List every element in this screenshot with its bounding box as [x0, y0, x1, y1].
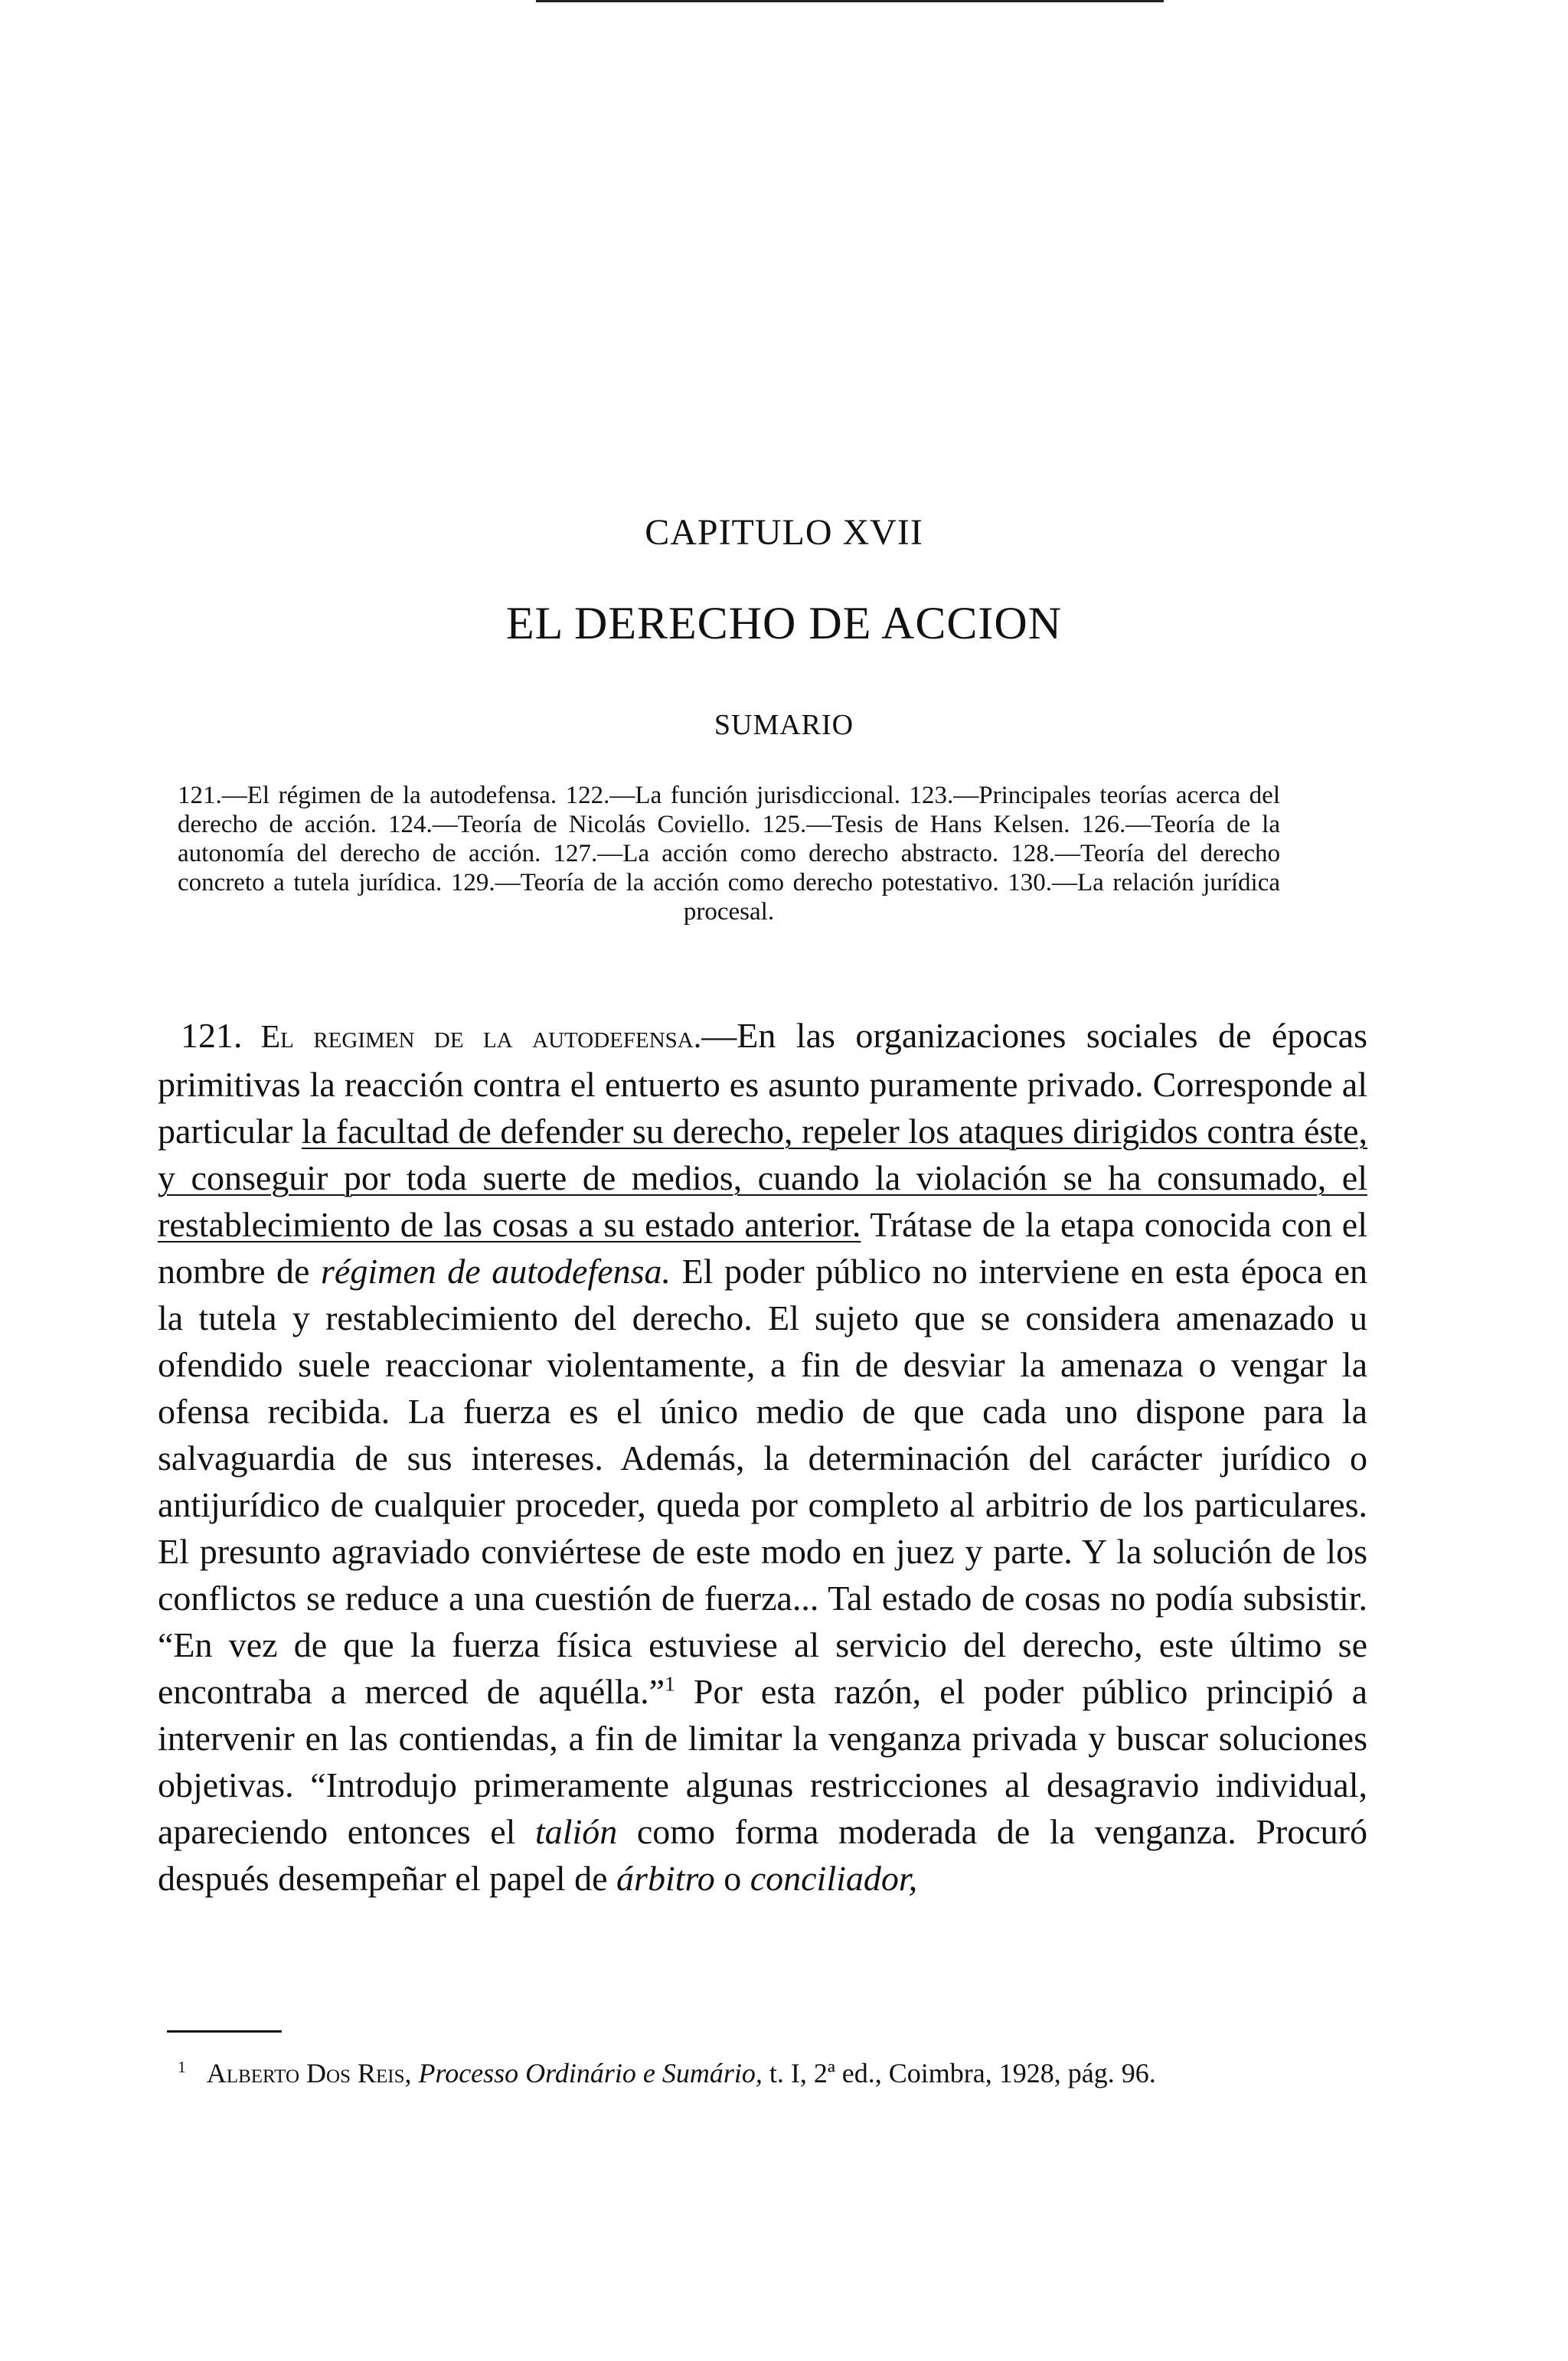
- paragraph-text-4: Por esta razón, el poder público principió a intervenir en las contiendas, a fin de limitar la venganza privada y buscar soluciones objetivas. “Introdujo primeramente algunas restricciones al desagravio individual, apareciendo entonces el: [158, 1672, 1367, 1851]
- footnote-reference: 1: [665, 1671, 675, 1696]
- paragraph-text-5: como forma moderada de la venganza. Procuró después desempeñar el papel de: [158, 1812, 1367, 1898]
- footnote-work-title: Processo Ordinário e Sumário,: [418, 2058, 763, 2088]
- section-121-paragraph: [158, 1012, 1367, 1902]
- underlined-passage: la facultad de defender su derecho, repeler los ataques dirigidos contra éste, y conseguir por toda suerte de medios, cuando la violación se ha consumado, el restablecimiento de las cosas a su estado anterior.: [158, 1112, 1367, 1244]
- summary-text: 121.—El régimen de la autodefensa. 122.—La función jurisdiccional. 123.—Principales teorías acerca del derecho de acción. 124.—Teoría de Nicolás Coviello. 125.—Tesis de Hans Kelsen. 126.—Teoría de la autonomía del derecho de acción. 127.—La acción como derecho abstracto. 128.—Teoría del derecho concreto a tutela jurídica. 129.—Teoría de la acción como derecho potestativo. 130.—La relación jurídica procesal.: [178, 782, 1280, 926]
- italic-term-arbitro: árbitro: [616, 1859, 715, 1898]
- paragraph-text-6: o: [714, 1859, 750, 1898]
- paragraph-text-2: Trátase de la etapa conocida con el nombre de: [158, 1205, 1367, 1291]
- chapter-label: CAPITULO XVII: [645, 512, 923, 553]
- footnote-author: Alberto Dos Reis,: [206, 2058, 412, 2088]
- italic-term-conciliador: conciliador,: [750, 1859, 918, 1898]
- footnote: [178, 2056, 1372, 2090]
- section-title: El regimen de la autodefensa.: [260, 1020, 702, 1055]
- chapter-title: EL DERECHO DE ACCION: [505, 598, 1063, 648]
- paragraph-text-1: —En las organizaciones sociales de épocas primitivas la reacción contra el entuerto es asunto puramente privado. Corresponde al particular: [158, 1016, 1367, 1151]
- section-number: 121.: [181, 1016, 243, 1055]
- italic-term-talion: talión: [534, 1812, 618, 1851]
- italic-term-autodefensa: régimen de autodefensa.: [321, 1252, 671, 1291]
- footnote-rule: [167, 2030, 282, 2033]
- summary-heading: SUMARIO: [714, 709, 854, 741]
- scan-edge: [536, 0, 1164, 2]
- footnote-marker: 1: [178, 2058, 186, 2076]
- footnote-details: t. I, 2ª ed., Coimbra, 1928, pág. 96.: [769, 2058, 1156, 2088]
- paragraph-text-3: El poder público no interviene en esta época en la tutela y restablecimiento del derecho. El sujeto que se considera amenazado u ofendido suele reaccionar violentamente, a fin de desviar la amenaza o vengar la ofensa recibida. La fuerza es el único medio de que cada uno dispone para la salvaguardia de sus intereses. Además, la determinación del carácter jurídico o antijurídico de cualquier proceder, queda por completo al arbitrio de los particulares. El presunto agraviado conviértese de este modo en juez y parte. Y la solución de los conflictos se reduce a una cuestión de fuerza... Tal estado de cosas no podía subsistir. “En vez de que la fuerza física estuviese al servicio del derecho, este último se encontraba a merced de aquélla.”: [158, 1252, 1367, 1711]
